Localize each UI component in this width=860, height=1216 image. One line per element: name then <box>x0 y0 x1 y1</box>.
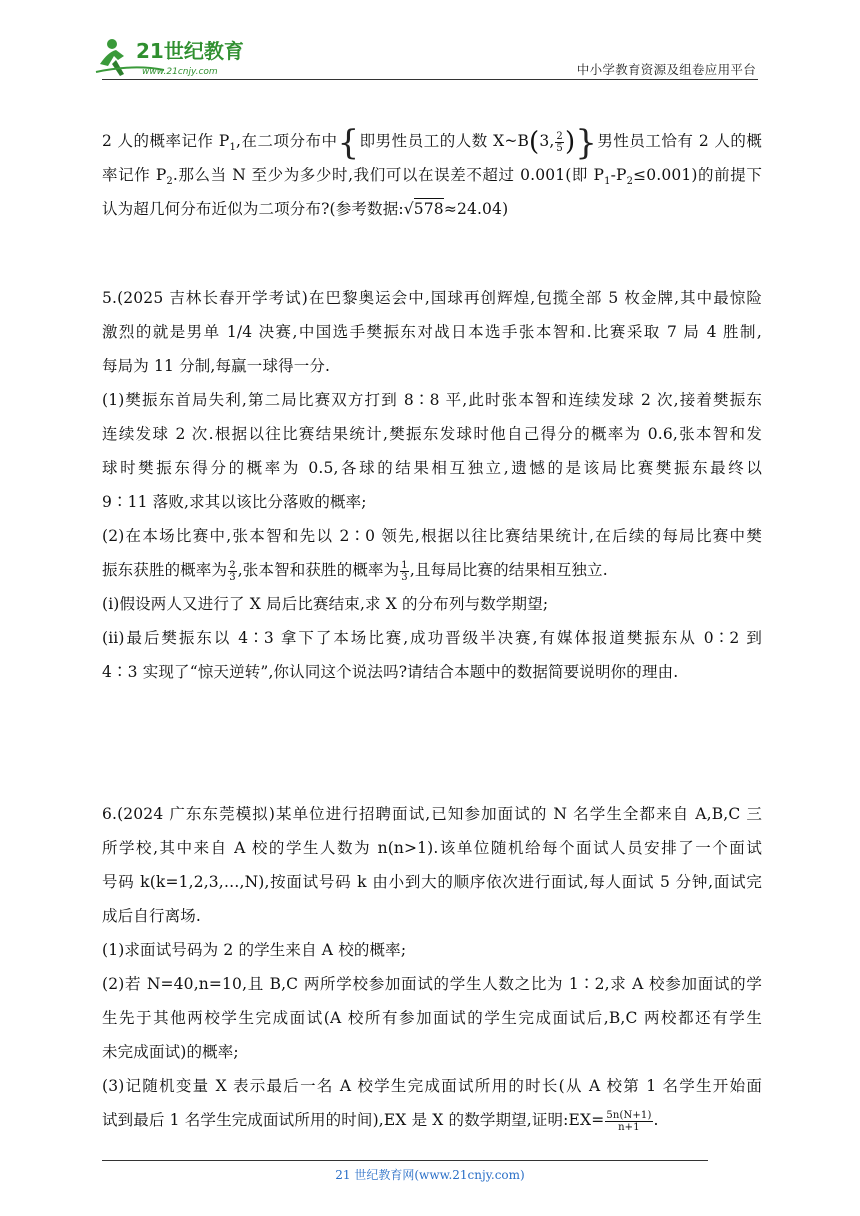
q5-line-fractions: 振东获胜的概率为 $\frac{2}{3}$ ,张本智和获胜的概率为 $\frac{1}{3}$ ,且每局比赛的结果相互独立. <box>102 559 608 583</box>
sqrt-sign: √ <box>403 200 414 218</box>
q6-line: 号码 k(k=1,2,3,…,N),按面试号码 k 由小到大的顺序依次进行面试,每人面试 5 分钟,面试完 <box>102 873 762 891</box>
q4-line-3: 认为超几何分布近似为二项分布?(参考数据:√578≈24.04) <box>102 200 509 218</box>
page-header <box>0 0 860 90</box>
footer-link[interactable]: 21 世纪教育网(www.21cnjy.com) <box>335 1168 525 1182</box>
q5-line: 4∶3 实现了“惊天逆转”,你认同这个说法吗?请结合本题中的数据简要说明你的理由. <box>102 663 679 681</box>
q5-line: (2)在本场比赛中,张本智和先以 2∶0 领先,根据以往比赛结果统计,在后续的每局比赛中樊 <box>102 527 762 545</box>
q5-line: 连续发球 2 次.根据以往比赛结果统计,樊振东发球时他自己得分的概率为 0.6,张本智和发 <box>102 425 762 443</box>
svg-text:21世纪教育: 21世纪教育 <box>136 39 244 63</box>
platform-name: 中小学教育资源及组卷应用平台 <box>576 62 756 77</box>
right-brace: } <box>575 123 598 163</box>
question-5 <box>102 281 762 689</box>
question-4-continuation <box>102 124 762 226</box>
q6-line: 所学校,其中来自 A 校的学生人数为 n(n>1).该单位随机给每个面试人员安排了一个面试 <box>102 839 762 857</box>
q6-line: (1)求面试号码为 2 的学生来自 A 校的概率; <box>102 941 407 959</box>
q5-line: (1)樊振东首局失利,第二局比赛双方打到 8∶8 平,此时张本智和连续发球 2 次,接着樊振东 <box>102 391 762 409</box>
header-divider <box>102 79 758 80</box>
fraction-2-3: $\frac{2}{3}$ <box>229 559 236 583</box>
q6-line: 成后自行离场. <box>102 907 201 925</box>
q6-line: 未完成面试)的概率; <box>102 1043 239 1061</box>
q5-line: 5.(2025 吉林长春开学考试)在巴黎奥运会中,国球再创辉煌,包揽全部 5 枚金牌,其中最惊险 <box>102 289 762 307</box>
left-brace: { <box>337 123 360 163</box>
q5-line: 每局为 11 分制,每赢一球得一分. <box>102 357 331 375</box>
fraction-2-5: $\frac{2}{5}$ <box>556 130 563 154</box>
question-6 <box>102 797 762 1137</box>
q5-line: 球时樊振东得分的概率为 0.5,各球的结果相互独立,遗憾的是该局比赛樊振东最终以 <box>102 459 762 477</box>
svg-text:www.21cnjy.com: www.21cnjy.com <box>142 67 218 77</box>
q4-line-2: 率记作 $P_2$.那么当 N 至少为多少时,我们可以在误差不超过 0.001(即 $P_1-P_2\le 0.001$)的前提下 <box>102 166 762 188</box>
fraction-1-3: $\frac{1}{3}$ <box>401 559 408 583</box>
footer-divider <box>102 1160 708 1161</box>
fraction-expectation: $\frac{5n(N+1)}{n+1}$ <box>606 1109 652 1133</box>
q6-line: 6.(2024 广东东莞模拟)某单位进行招聘面试,已知参加面试的 N 名学生全都来自 A,B,C 三 <box>102 805 762 823</box>
logo-21cnjy-icon <box>94 34 264 80</box>
q5-line: (ii)最后樊振东以 4∶3 拿下了本场比赛,成功晋级半决赛,有媒体报道樊振东从 0∶2 到 <box>102 629 762 647</box>
q6-line: (3)记随机变量 X 表示最后一名 A 校学生完成面试所用的时长(从 A 校第 1 名学生开始面 <box>102 1077 762 1095</box>
q5-line: 激烈的就是男单 1/4 决赛,中国选手樊振东对战日本选手张本智和.比赛采取 7 局 4 胜制, <box>102 323 762 341</box>
q5-line: (i)假设两人又进行了 X 局后比赛结束,求 X 的分布列与数学期望; <box>102 595 549 613</box>
q6-line: (2)若 N=40,n=10,且 B,C 两所学校参加面试的学生人数之比为 1∶2,求 A 校参加面试的学 <box>102 975 762 993</box>
q4-line-1: 2 人的概率记作 $P_1$,在二项分布中{即男性员工的人数 X~B(3, $\frac{2}{5}$ )}男性员工恰有 2 人的概 <box>102 123 762 163</box>
q5-line: 9∶11 落败,求其以该比分落败的概率; <box>102 493 367 511</box>
q6-line-fraction: 试到最后 1 名学生完成面试所用的时间),EX 是 X 的数学期望,证明:EX= $\frac{5n(N+1)}{n+1}$ . <box>102 1109 659 1133</box>
q6-line: 生先于其他两校学生完成面试(A 校所有参加面试的学生完成面试后,B,C 两校都还有学生 <box>102 1009 762 1027</box>
